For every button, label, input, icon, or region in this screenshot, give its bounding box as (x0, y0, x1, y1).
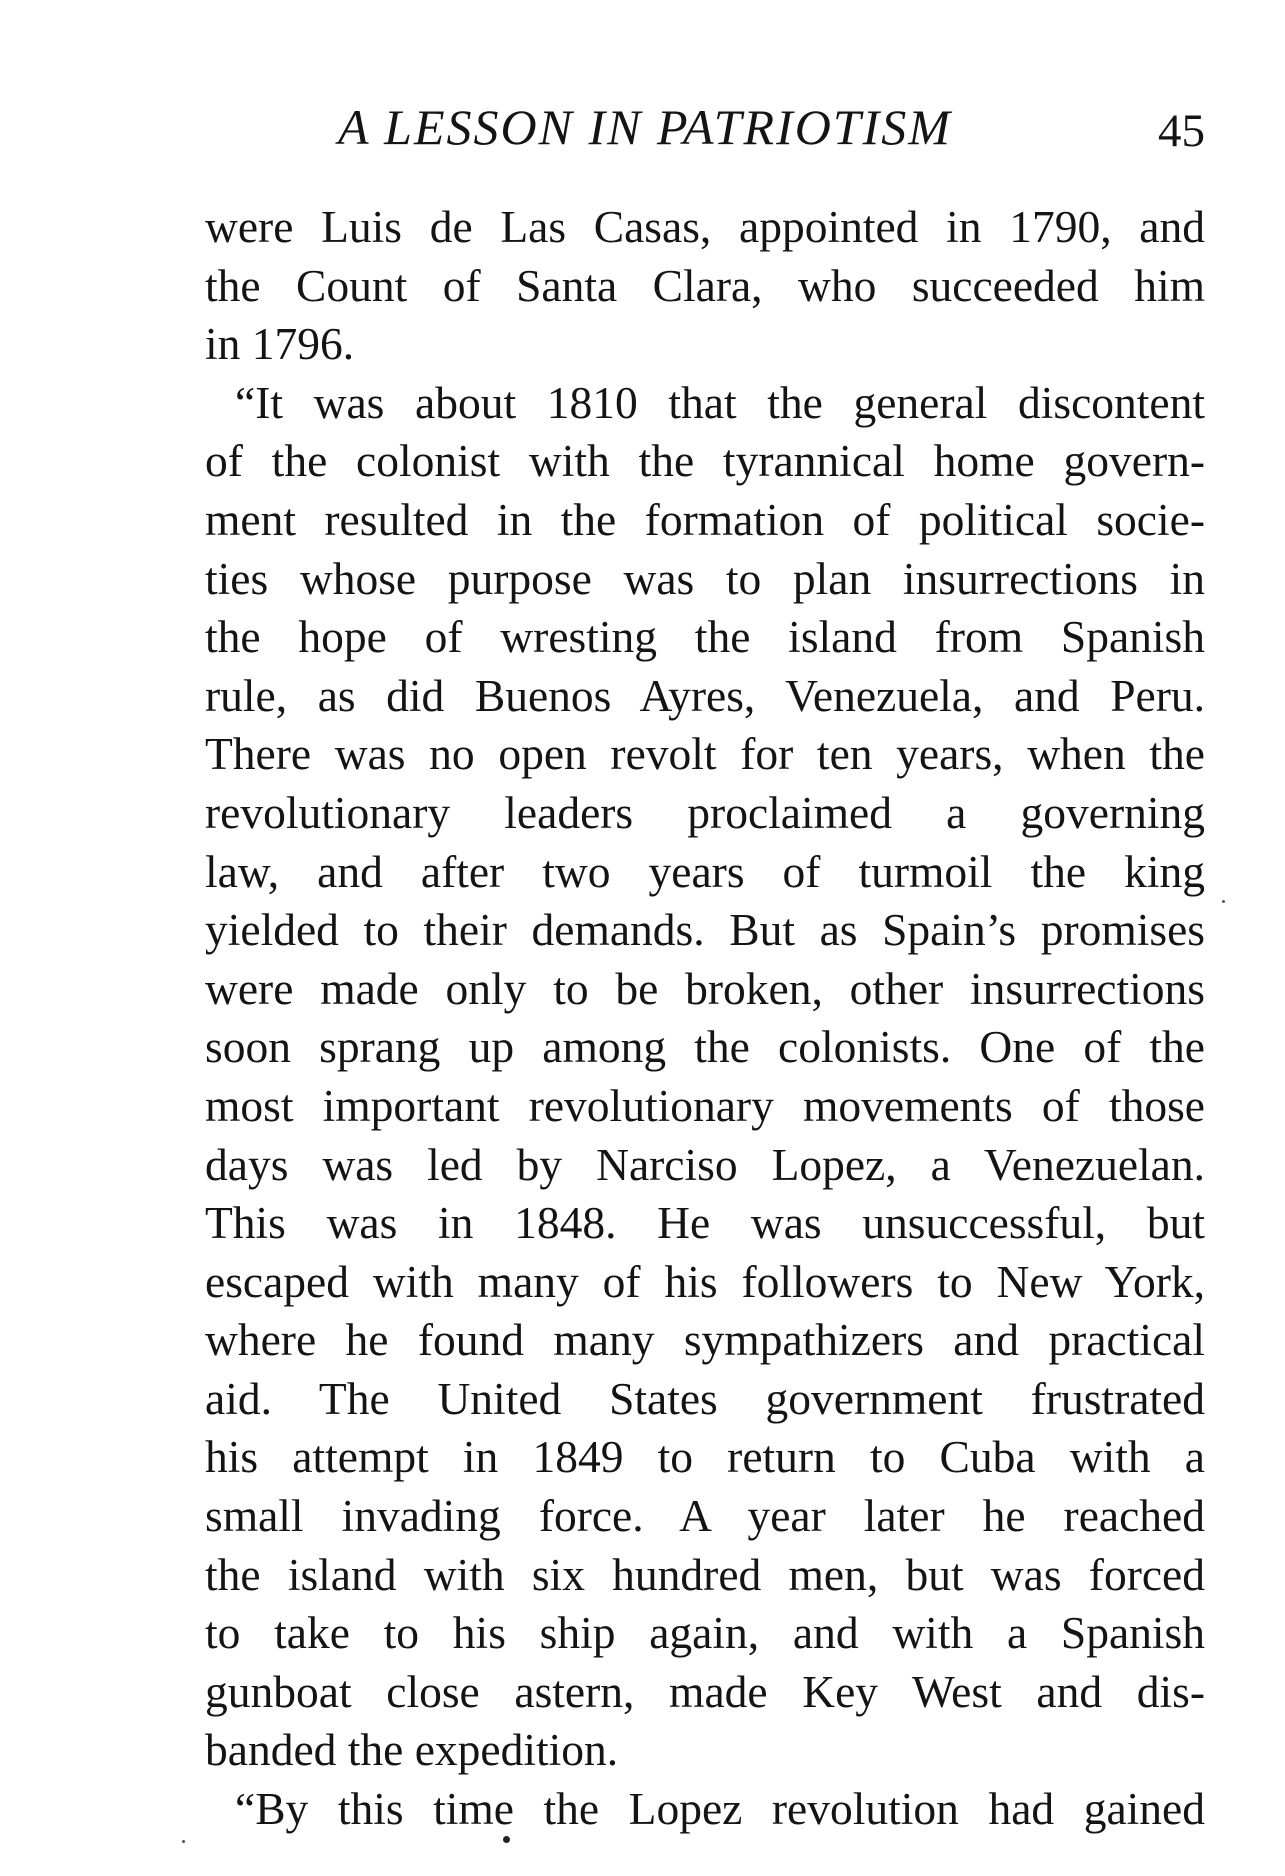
page-number: 45 (1158, 105, 1205, 157)
text-line: the Count of Santa Clara, who succeeded him (205, 259, 1205, 311)
text-line: were Luis de Las Casas, appointed in 1790, and (205, 201, 1205, 252)
text-line: to take to his ship again, and with a Spanish (205, 1607, 1205, 1659)
paper-speck (182, 1840, 185, 1843)
text-line: his attempt in 1849 to return to Cuba with a (205, 1431, 1205, 1483)
text-line: ties whose purpose was to plan insurrections in (205, 552, 1205, 604)
paragraph-start-line: “It was about 1810 that the general discontent (235, 376, 1205, 428)
text-line: law, and after two years of turmoil the king (205, 845, 1205, 897)
text-line: revolutionary leaders proclaimed a governing (205, 786, 1205, 838)
text-line: rule, as did Buenos Ayres, Venezuela, and Peru. (205, 669, 1205, 721)
text-line: the island with six hundred men, but was forced (205, 1548, 1205, 1600)
text-line: soon sprang up among the colonists. One of the (205, 1021, 1205, 1073)
text-line: escaped with many of his followers to New York, (205, 1255, 1205, 1307)
text-line: yielded to their demands. But as Spain’s promises (205, 904, 1205, 956)
body-text (205, 198, 1205, 1839)
text-line: the hope of wresting the island from Spanish (205, 611, 1205, 663)
paragraph-start-line: “By this time the Lopez revolution had gained (235, 1783, 1205, 1835)
text-line: gunboat close astern, made Key West and dis- (205, 1665, 1205, 1717)
running-title: A LESSON IN PATRIOTISM (338, 99, 952, 155)
text-line: ment resulted in the formation of political socie- (205, 493, 1205, 545)
text-line: were made only to be broken, other insurrections (205, 962, 1205, 1014)
text-line: banded the expedition. (205, 1724, 619, 1776)
text-line: days was led by Narciso Lopez, a Venezuelan. (205, 1138, 1205, 1190)
text-line: There was no open revolt for ten years, when the (205, 728, 1205, 780)
text-line: where he found many sympathizers and practical (205, 1314, 1205, 1366)
text-line: aid. The United States government frustrated (205, 1372, 1205, 1424)
paper-speck (1222, 900, 1225, 903)
text-line: in 1796. (205, 318, 355, 370)
text-line: of the colonist with the tyrannical home govern- (205, 435, 1205, 487)
text-line: This was in 1848. He was unsuccessful, but (205, 1197, 1205, 1249)
text-line: most important revolutionary movements of those (205, 1079, 1205, 1131)
printer-dot-mark (503, 1836, 510, 1843)
text-line: small invading force. A year later he reached (205, 1490, 1205, 1542)
running-header (205, 92, 1205, 162)
